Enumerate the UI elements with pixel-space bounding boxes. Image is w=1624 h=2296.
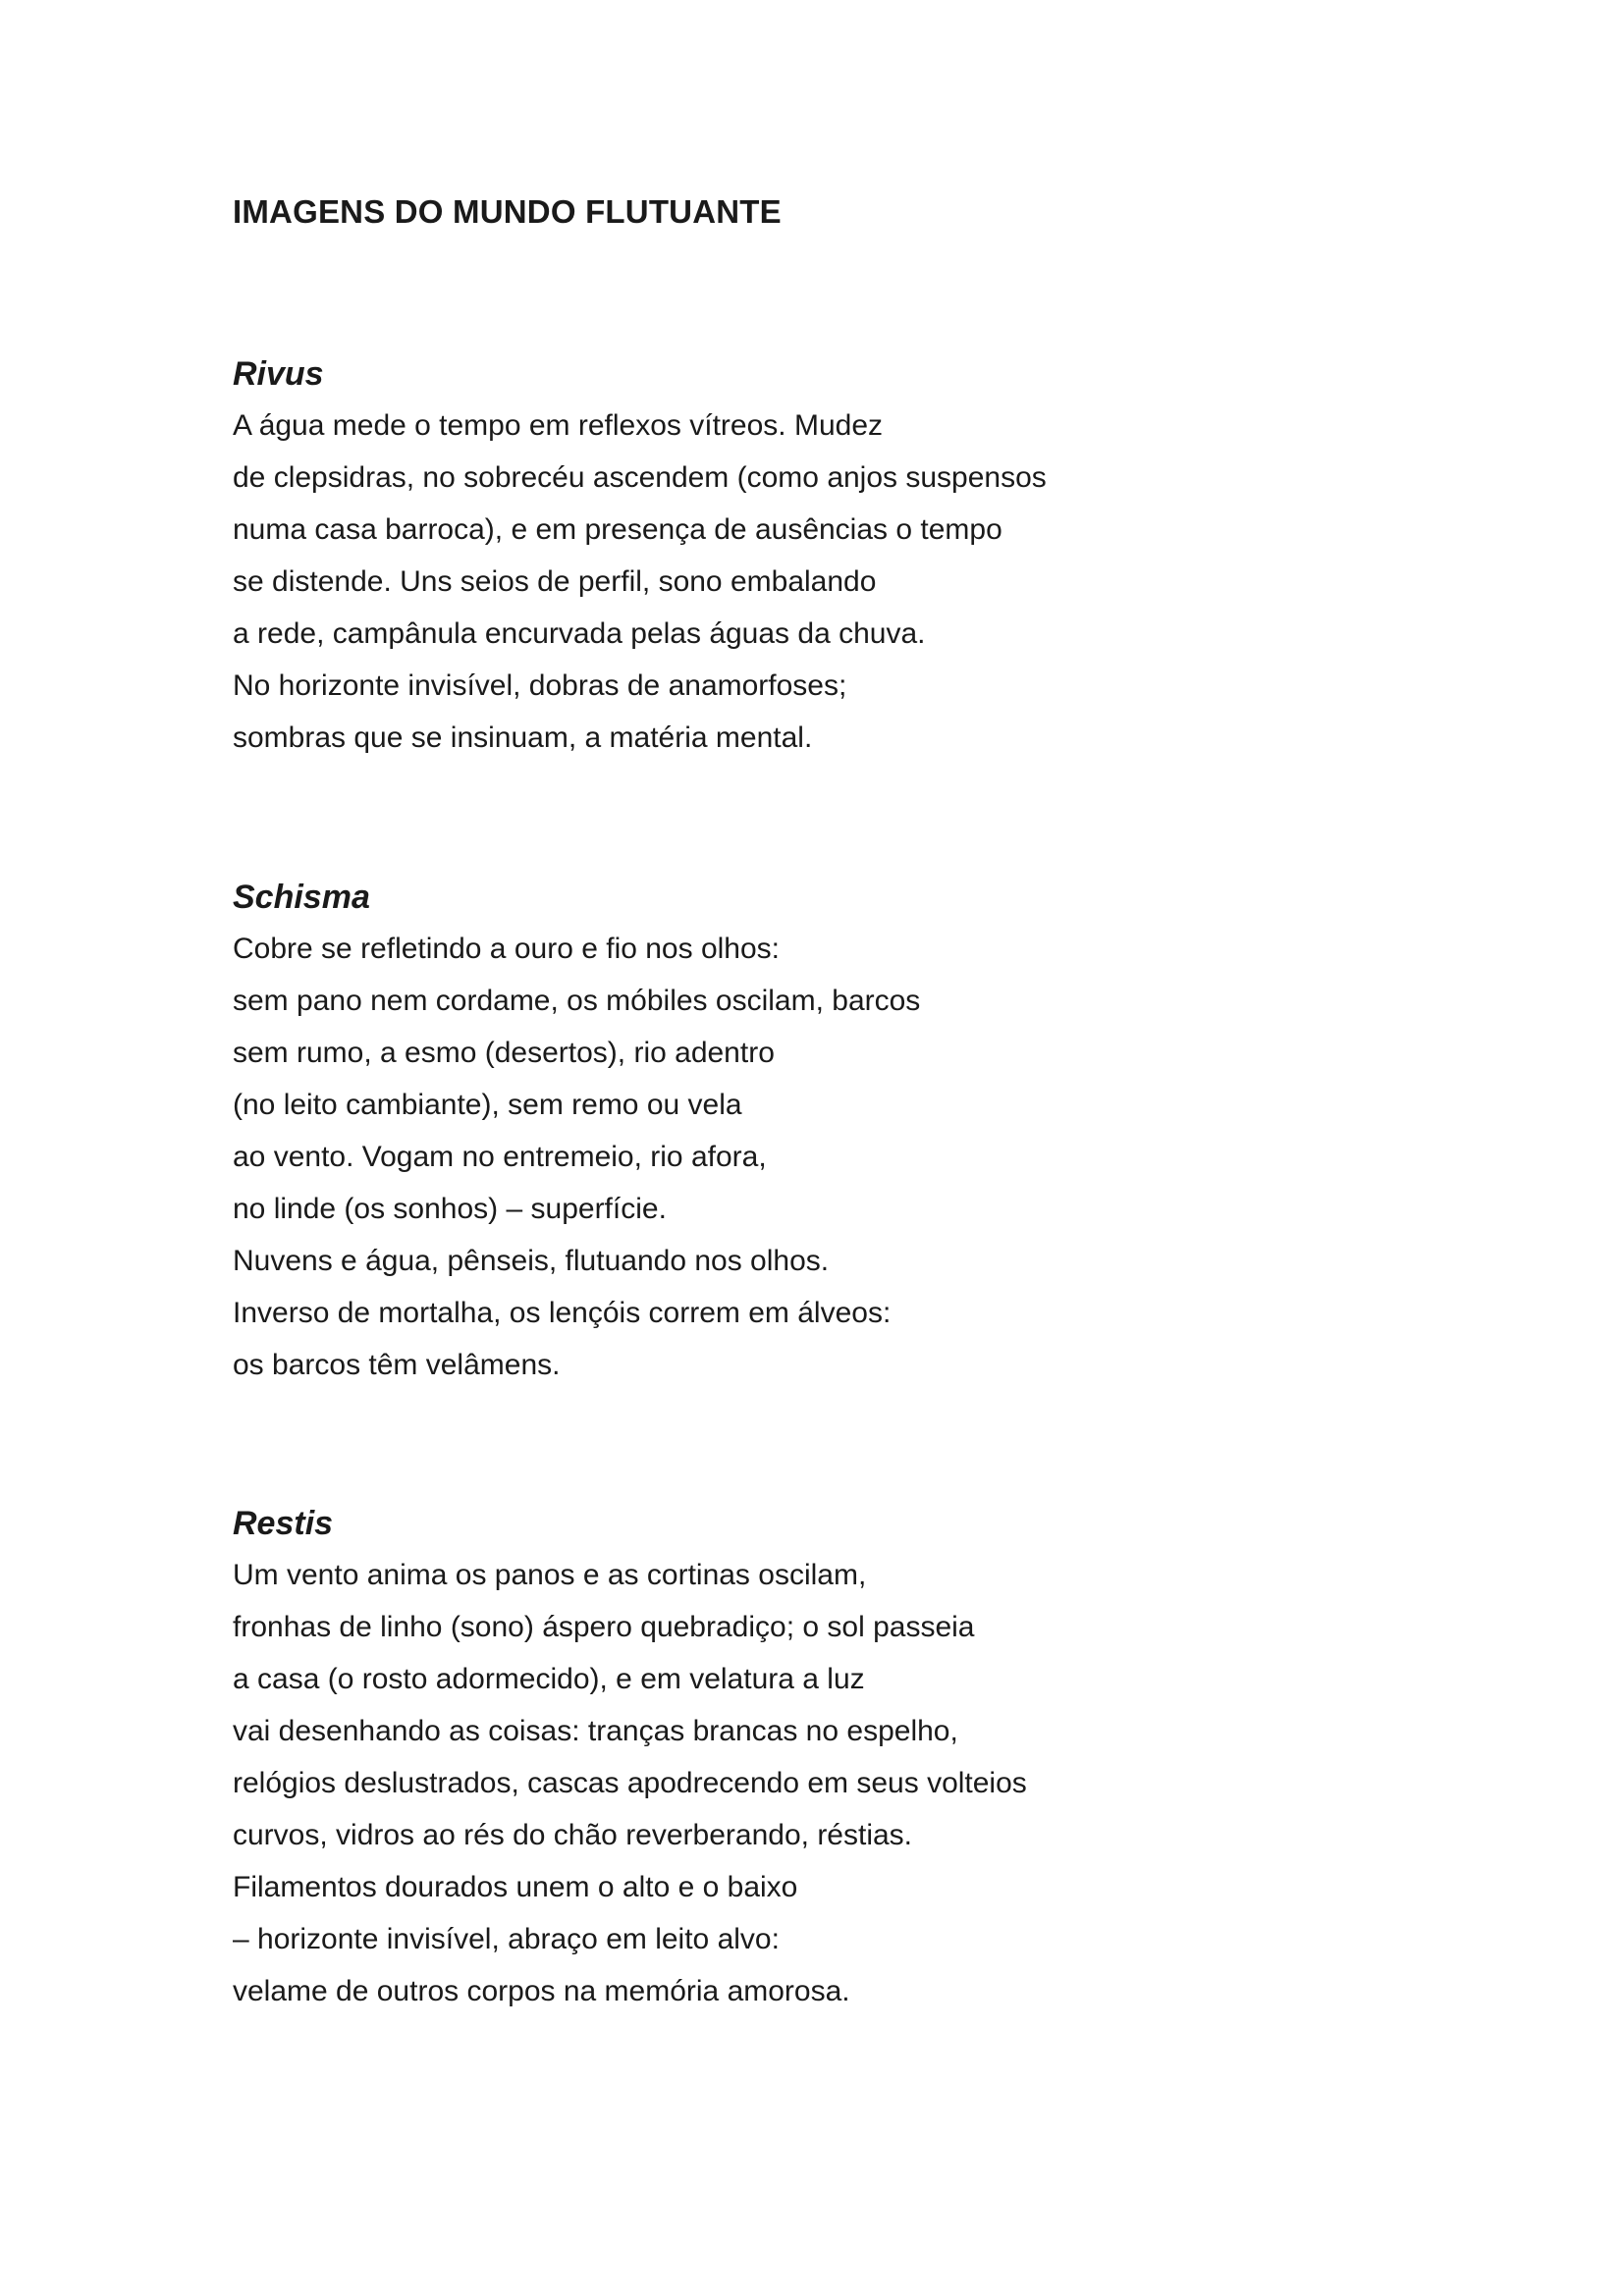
poem-line: velame de outros corpos na memória amorosa. bbox=[233, 1975, 850, 2007]
poem-line: No horizonte invisível, dobras de anamorfoses; bbox=[233, 669, 847, 702]
poem-line: no linde (os sonhos) – superfície. bbox=[233, 1193, 667, 1225]
poem-line: Nuvens e água, pênseis, flutuando nos olhos. bbox=[233, 1245, 830, 1277]
poem-line: sem pano nem cordame, os móbiles oscilam, barcos bbox=[233, 985, 921, 1017]
poem-lines bbox=[233, 1549, 1411, 2017]
poem-line: (no leito cambiante), sem remo ou vela bbox=[233, 1089, 742, 1121]
poem-title: Restis bbox=[233, 1505, 334, 1542]
poem-lines bbox=[233, 400, 1411, 764]
poem-line: vai desenhando as coisas: tranças brancas no espelho, bbox=[233, 1715, 958, 1747]
poem-line: os barcos têm velâmens. bbox=[233, 1349, 561, 1381]
poem-line: sombras que se insinuam, a matéria mental. bbox=[233, 721, 813, 754]
document-title: IMAGENS DO MUNDO FLUTUANTE bbox=[233, 193, 782, 230]
poem-line: – horizonte invisível, abraço em leito alvo: bbox=[233, 1923, 780, 1955]
poem-line: Um vento anima os panos e as cortinas oscilam, bbox=[233, 1559, 867, 1591]
poem-restis bbox=[233, 1498, 1411, 2017]
poem-line: de clepsidras, no sobrecéu ascendem (como anjos suspensos bbox=[233, 461, 1047, 494]
poem-line: se distende. Uns seios de perfil, sono embalando bbox=[233, 565, 877, 598]
poem-line: relógios deslustrados, cascas apodrecendo em seus volteios bbox=[233, 1767, 1027, 1799]
poem-line: A água mede o tempo em reflexos vítreos. Mudez bbox=[233, 409, 884, 442]
poem-line: Inverso de mortalha, os lençóis correm em álveos: bbox=[233, 1297, 892, 1329]
poem-title: Rivus bbox=[233, 355, 324, 393]
poem-line: numa casa barroca), e em presença de ausências o tempo bbox=[233, 513, 1002, 546]
poem-title: Schisma bbox=[233, 879, 370, 916]
poem-lines bbox=[233, 923, 1411, 1391]
poem-line: ao vento. Vogam no entremeio, rio afora, bbox=[233, 1141, 767, 1173]
poem-line: a casa (o rosto adormecido), e em velatura a luz bbox=[233, 1663, 865, 1695]
poem-line: Filamentos dourados unem o alto e o baixo bbox=[233, 1871, 798, 1903]
poem-rivus bbox=[233, 348, 1411, 764]
poem-line: curvos, vidros ao rés do chão reverberando, réstias. bbox=[233, 1819, 913, 1851]
poem-line: fronhas de linho (sono) áspero quebradiço; o sol passeia bbox=[233, 1611, 975, 1643]
poem-line: Cobre se refletindo a ouro e fio nos olhos: bbox=[233, 933, 781, 965]
poem-line: a rede, campânula encurvada pelas águas da chuva. bbox=[233, 617, 926, 650]
poem-line: sem rumo, a esmo (desertos), rio adentro bbox=[233, 1037, 775, 1069]
poem-schisma bbox=[233, 872, 1411, 1391]
